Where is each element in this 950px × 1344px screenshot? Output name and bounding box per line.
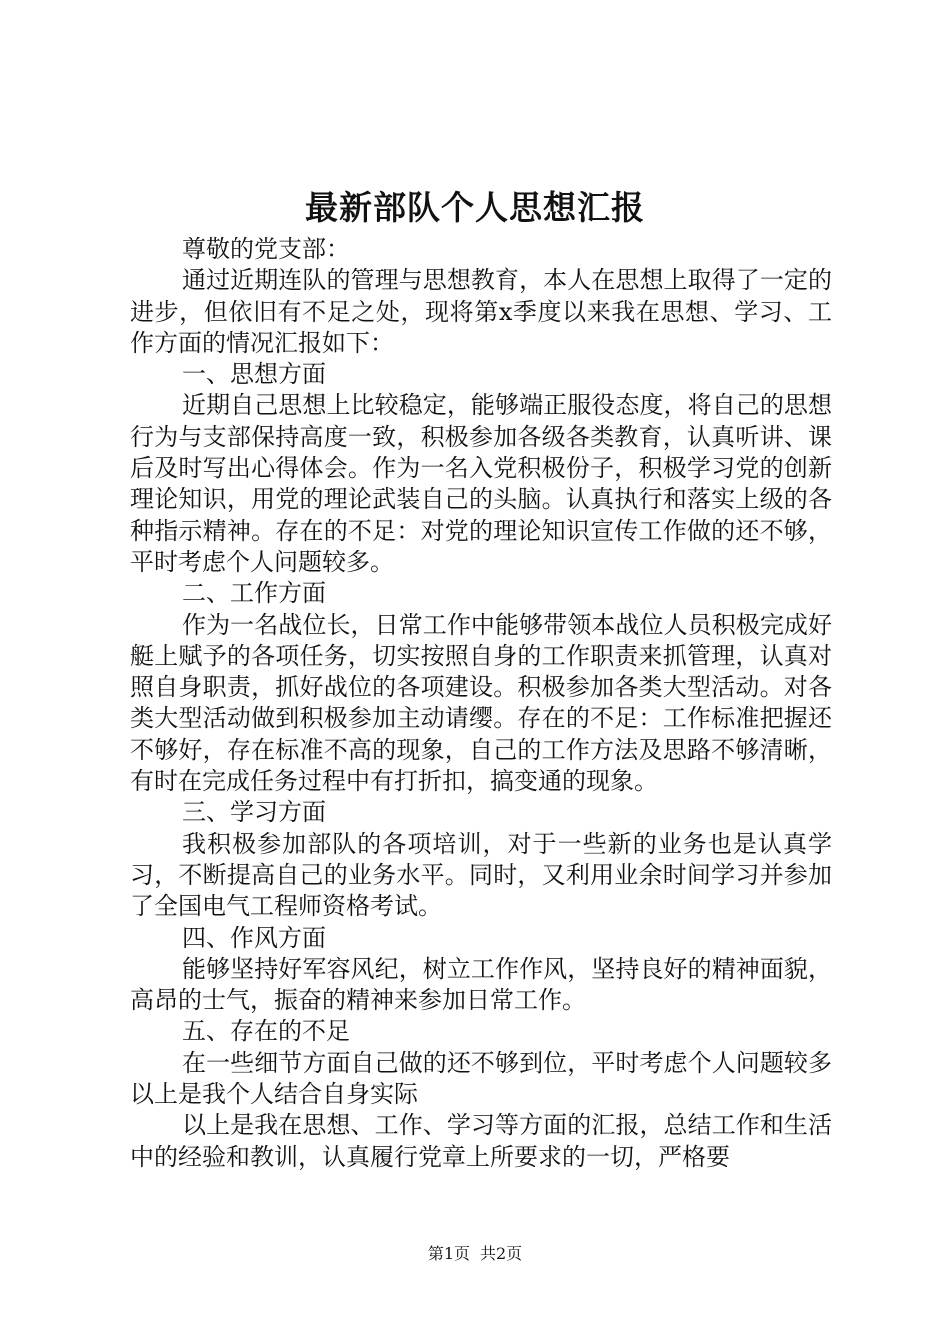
section-heading-work: 二、工作方面	[182, 579, 326, 608]
document-title: 最新部队个人思想汇报	[305, 188, 645, 227]
page-number-current: 第1页	[427, 1244, 470, 1263]
page-footer	[0, 1243, 950, 1265]
section-heading-shortcomings: 五、存在的不足	[182, 1017, 350, 1046]
intro-paragraph: 通过近期连队的管理与思想教育，本人在思想上取得了一定的进步，但依旧有不足之处，现将第x季度以来我在思想、学习、工作方面的情况汇报如下：	[130, 266, 832, 357]
section-heading-thought: 一、思想方面	[182, 360, 326, 389]
section-body-style: 能够坚持好军容风纪，树立工作作风，坚持良好的精神面貌，高昂的士气，振奋的精神来参加日常工作。	[130, 954, 832, 1015]
section-body-thought: 近期自己思想上比较稳定，能够端正服役态度，将自己的思想行为与支部保持高度一致，积极参加各级各类教育，认真听讲、课后及时写出心得体会。作为一名入党积极份子，积极学习党的创新理论知识，用党的理论武装自己的头脑。认真执行和落实上级的各种指示精神。存在的不足：对党的理论知识宣传工作做的还不够，平时考虑个人问题较多。	[130, 391, 832, 576]
section-heading-style: 四、作风方面	[182, 923, 326, 952]
document-body	[130, 234, 832, 1173]
section-body-shortcomings: 在一些细节方面自己做的还不够到位，平时考虑个人问题较多以上是我个人结合自身实际	[130, 1048, 832, 1109]
page-number-total: 共2页	[480, 1244, 523, 1263]
section-body-study: 我积极参加部队的各项培训，对于一些新的业务也是认真学习，不断提高自己的业务水平。同时，又利用业余时间学习并参加了全国电气工程师资格考试。	[130, 829, 832, 921]
closing-paragraph: 以上是我在思想、工作、学习等方面的汇报，总结工作和生活中的经验和教训，认真履行党章上所要求的一切，严格要	[130, 1111, 832, 1171]
section-heading-study: 三、学习方面	[182, 798, 326, 827]
salutation: 尊敬的党支部：	[182, 235, 350, 263]
section-body-work: 作为一名战位长，日常工作中能够带领本战位人员积极完成好艇上赋予的各项任务，切实按照自身的工作职责来抓管理，认真对照自身职责，抓好战位的各项建设。积极参加各类大型活动。对各类大型活动做到积极参加主动请缨。存在的不足：工作标准把握还不够好，存在标准不高的现象，自己的工作方法及思路不够清晰，有时在完成任务过程中有打折扣，搞变通的现象。	[130, 610, 832, 796]
